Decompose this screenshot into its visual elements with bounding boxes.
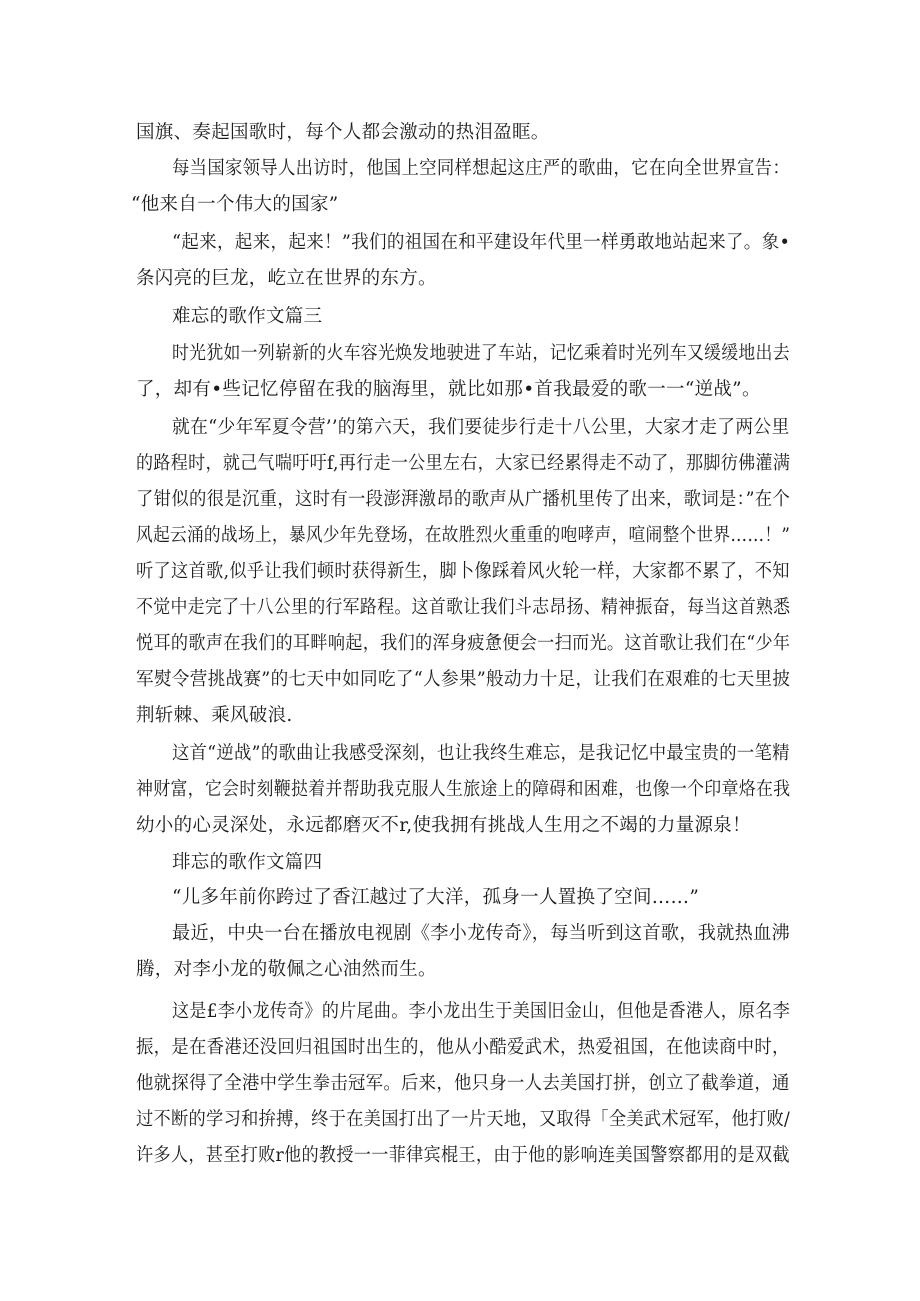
text-line: 幼小的心灵深处，永远都磨灭不r,使我拥有挑战人生用之不竭的力量源泉！ <box>136 815 751 836</box>
text-line: “他来自一个伟大的国家” <box>131 194 339 215</box>
text-line: 时光犹如一列崭新的火车容光焕发地驶进了车站，记忆乘着时光列车又缓缓地出去 <box>172 343 790 364</box>
text-line: 他就探得了全港中学生拳击冠军。后来，他只身一人去美国打拼，创立了截拳道，通 <box>136 1073 790 1094</box>
text-line: 了钳似的很是沉重，这时有一段澎湃激昂的歌声从广播机里传了出来，歌词是：”在个 <box>136 489 791 510</box>
text-line: 国旗、奏起国歌时，每个人都会激动的热泪盈眶。 <box>136 122 550 143</box>
text-line: 这首“逆战”的歌曲让我感受深刻，也让我终生难忘，是我记忆中最宝贵的一笔精 <box>172 743 790 764</box>
text-line: 这是£李小龙传奇》的片尾曲。李小龙出生于美国旧金山，但他是香港人，原名李 <box>172 1001 791 1022</box>
text-line: 就在“少年军夏令营’’的第六天，我们要徒步行走十八公里，大家才走了两公里 <box>172 417 790 438</box>
text-line: “起来，起来，起来！”我们的祖国在和平建设年代里一样勇敢地站起来了。象• <box>172 232 791 253</box>
text-line: 的路程时，就己气喘吁吁f,再行走一公里左右，大家已经累得走不动了，那脚彷佛灌满 <box>136 453 791 474</box>
text-line: 荆斩棘、乘风破浪. <box>136 705 293 726</box>
text-line: 最近，中央一台在播放电视剧《李小龙传奇》，每当听到这首歌，我就热血沸 <box>172 923 790 944</box>
text-line: 军熨令营挑战赛”的七天中如同吃了“人参果”般动力十足，让我们在艰难的七天里披 <box>136 669 791 690</box>
text-line: 风起云涌的战场上，暴风少年先登场，在故胜烈火重重的咆哮声，喧闹整个世界……！” <box>136 525 791 546</box>
section-heading: 难忘的歌作文篇三 <box>172 306 323 327</box>
text-line: 不觉中走完了十八公里的行军路程。这首歌让我们斗志昂扬、精神振奋，每当这首熟悉 <box>136 597 791 618</box>
text-line: 了，却有•些记忆停留在我的脑海里，就比如那•首我最爱的歌一一“逆战”。 <box>136 379 761 400</box>
text-line: 每当国家领导人出访时，他国上空同样想起这庄严的歌曲，它在向全世界宣告： <box>172 158 791 179</box>
text-line: 振，是在香港还没回归祖国时出生的，他从小酷爱武术，热爱祖国，在他读商中时， <box>136 1037 790 1058</box>
text-line: “儿多年前你跨过了香江越过了大洋，孤身一人置换了空间……” <box>172 887 700 908</box>
text-line: 过不断的学习和拚搏，终于在美国打出了一片天地，又取得「全美武术冠军，他打败/ <box>136 1109 791 1130</box>
text-line: 神财富，它会时刻鞭挞着并帮助我克服人生旅途上的障碍和困难，也像一个印章烙在我 <box>136 779 791 800</box>
text-line: 条闪亮的巨龙，屹立在世界的东方。 <box>136 268 437 289</box>
text-line: 许多人，甚至打败r他的教授一一菲律宾棍王，由于他的影响连美国警察都用的是双截 <box>136 1145 790 1166</box>
section-heading: 琲忘的歌作文篇四 <box>172 852 323 873</box>
text-line: 腾，对李小龙的敬佩之心油然而生。 <box>136 959 437 980</box>
text-line: 悦耳的歌声在我们的耳畔响起，我们的浑身疲惫便会一扫而光。这首歌让我们在“少年 <box>136 633 791 654</box>
text-line: 听了这首歌,似乎让我们顿时获得新生，脚卜像踩着风火轮一样，大家都不累了，不知 <box>136 561 790 582</box>
